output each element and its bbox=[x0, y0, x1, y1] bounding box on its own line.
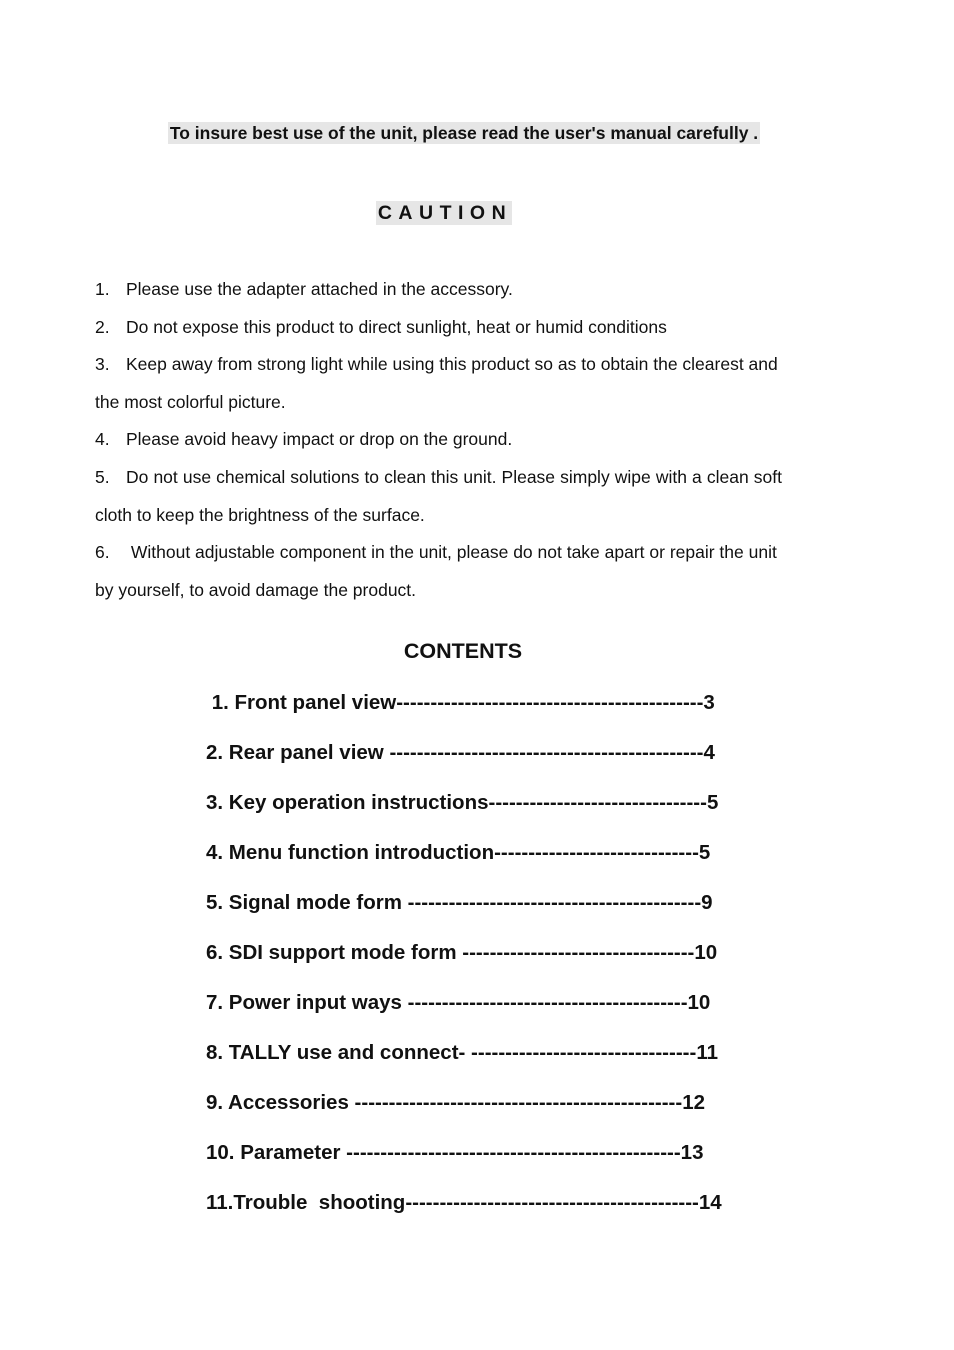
caution-item-text: Do not expose this product to direct sunlight, heat or humid conditions bbox=[126, 316, 667, 337]
caution-item bbox=[95, 346, 782, 421]
caution-item-number: 5. bbox=[95, 466, 110, 487]
caution-item-number: 1. bbox=[95, 279, 110, 299]
toc-entry: 1. Front panel view---------------------------------------------3 bbox=[206, 691, 715, 714]
caution-item bbox=[95, 459, 782, 534]
caution-item-number: 2. bbox=[95, 316, 110, 337]
contents-heading: CONTENTS bbox=[403, 639, 523, 663]
caution-item bbox=[95, 271, 782, 309]
toc-entry: 2. Rear panel view ----------------------------------------------4 bbox=[206, 741, 715, 764]
caution-item bbox=[95, 309, 782, 347]
toc-entry: 8. TALLY use and connect- ---------------------------------11 bbox=[206, 1041, 718, 1064]
read-manual-notice-text: To insure best use of the unit, please read the user's manual carefully . bbox=[169, 123, 759, 143]
caution-list bbox=[95, 271, 782, 609]
caution-item-number: 6. bbox=[95, 542, 110, 563]
caution-item bbox=[95, 534, 782, 609]
caution-item-text: Without adjustable component in the unit, please do not take apart or repair the unit by yourself, to avoid damage the product. bbox=[95, 542, 777, 600]
table-of-contents bbox=[206, 683, 722, 1233]
caution-item-text: Do not use chemical solutions to clean this unit. Please simply wipe with a clean soft cloth to keep the brightness of the surface. bbox=[95, 466, 782, 525]
toc-entry: 10. Parameter -------------------------------------------------13 bbox=[206, 1141, 704, 1164]
caution-heading bbox=[0, 202, 888, 225]
toc-entry: 9. Accessories ------------------------------------------------12 bbox=[206, 1091, 706, 1114]
caution-item-text: Keep away from strong light while using this product so as to obtain the clearest and the most colorful picture. bbox=[95, 354, 778, 412]
toc-entry: 7. Power input ways -----------------------------------------10 bbox=[206, 991, 711, 1014]
toc-entry: 5. Signal mode form -------------------------------------------9 bbox=[206, 891, 713, 914]
caution-item-text: Please use the adapter attached in the accessory. bbox=[126, 279, 513, 299]
toc-entry: 6. SDI support mode form ----------------------------------10 bbox=[206, 941, 718, 964]
toc-entry: 3. Key operation instructions--------------------------------5 bbox=[206, 791, 719, 814]
caution-heading-text: CAUTION bbox=[377, 202, 513, 224]
caution-item-text: Please avoid heavy impact or drop on the ground. bbox=[126, 429, 513, 450]
caution-item-number: 3. bbox=[95, 354, 110, 375]
toc-entry: 4. Menu function introduction------------------------------5 bbox=[206, 841, 711, 864]
toc-entry: 11.Trouble shooting-------------------------------------------14 bbox=[206, 1191, 722, 1214]
caution-item-number: 4. bbox=[95, 429, 110, 450]
read-manual-notice bbox=[0, 123, 928, 144]
caution-item bbox=[95, 421, 782, 459]
